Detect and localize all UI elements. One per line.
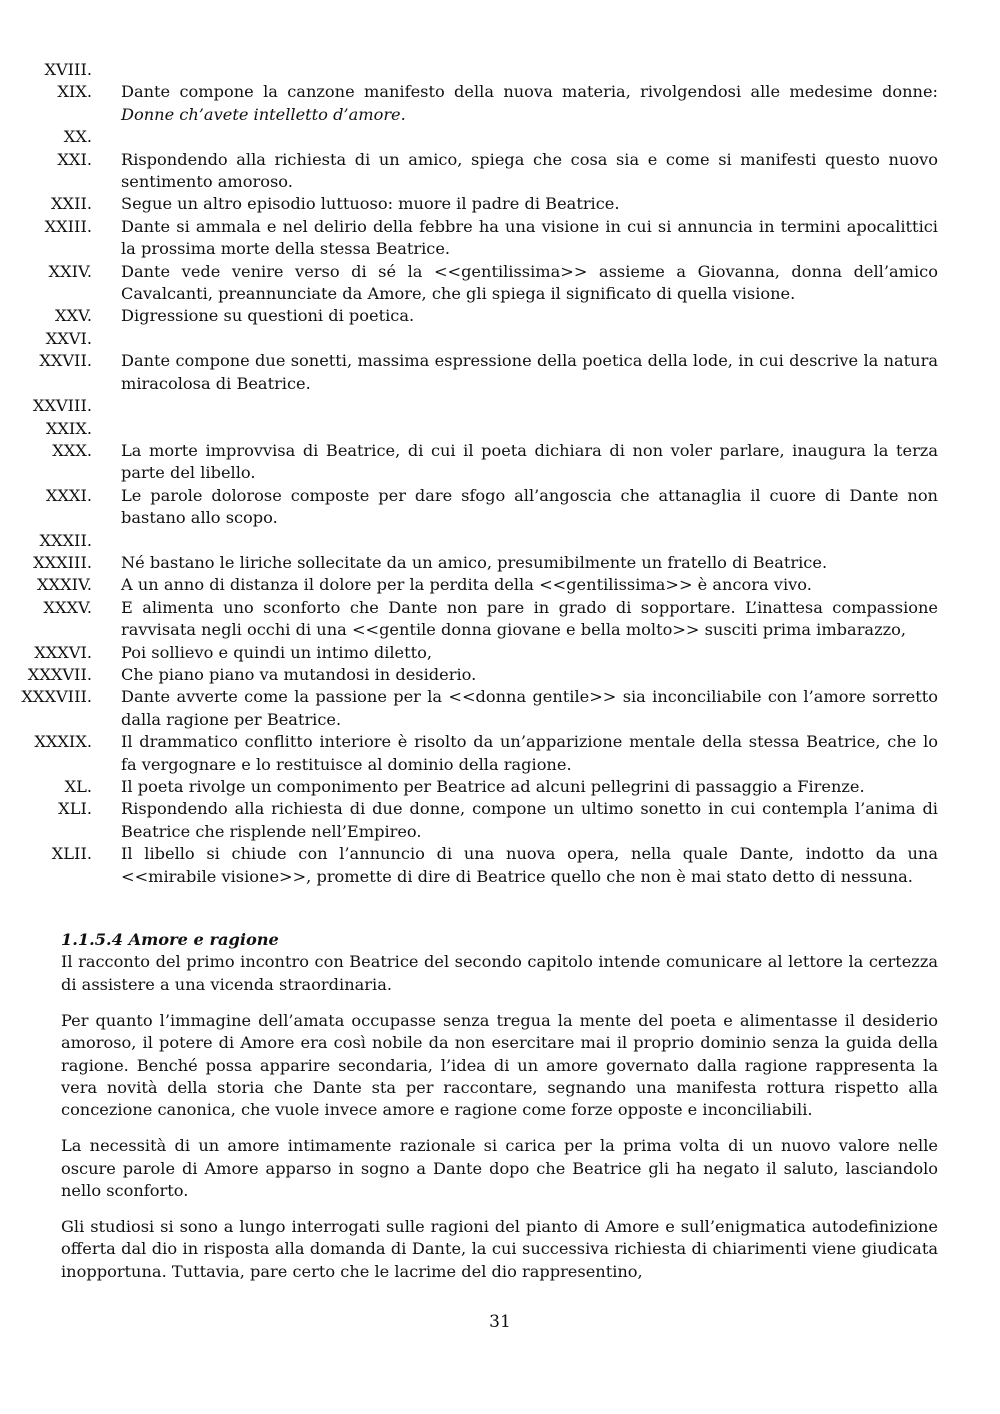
chapter-row xyxy=(0,843,1000,888)
chapter-row xyxy=(0,193,1000,215)
chapter-number: XXVIII. xyxy=(32,396,92,416)
chapter-row xyxy=(0,686,1000,731)
chapter-summary: Dante compone due sonetti, massima espressione della poetica della lode, in cui descrive la natura miracolosa di Beatrice. xyxy=(121,351,938,393)
chapter-summary: E alimenta uno sconforto che Dante non pare in grado di sopportare. L’inattesa compassione ravvisata negli occhi di una <<gentile donna giovane e bella molto>> susciti prima imbarazzo, xyxy=(121,597,938,640)
canzone-title: Donne ch’avete intelletto d’amore. xyxy=(121,104,406,124)
chapter-number: XVIII. xyxy=(44,60,92,79)
chapter-row xyxy=(0,261,1000,306)
chapter-number: XXXVII. xyxy=(27,664,92,684)
chapter-row xyxy=(0,731,1000,776)
chapter-number: XXXII. xyxy=(39,530,92,550)
chapter-row xyxy=(0,597,1000,642)
chapter-summary: Poi sollievo e quindi un intimo diletto, xyxy=(121,642,433,662)
chapter-row xyxy=(0,216,1000,261)
chapter-row xyxy=(0,305,1000,327)
section-heading: 1.1.5.4 Amore e ragione xyxy=(61,930,279,949)
chapter-summary xyxy=(121,81,938,126)
page-number: 31 xyxy=(489,1312,511,1332)
chapter-summary: Rispondendo alla richiesta di un amico, spiega che cosa sia e come si manifesti questo nuovo sentimento amoroso. xyxy=(121,149,938,192)
chapter-number: XXXVIII. xyxy=(21,687,92,707)
chapter-summary: Dante vede venire verso di sé la <<gentilissima>> assieme a Giovanna, donna dell’amico Cavalcanti, preannunciate da Amore, che gli spiega il significato di quella visione. xyxy=(121,261,938,304)
chapter-row xyxy=(0,776,1000,798)
chapter-summary: Le parole dolorose composte per dare sfogo all’angoscia che attanaglia il cuore di Dante non bastano allo scopo. xyxy=(121,485,938,528)
chapter-number: XLI. xyxy=(58,799,92,819)
chapter-row xyxy=(0,59,1000,81)
chapter-row xyxy=(0,440,1000,485)
body-paragraph: La necessità di un amore intimamente razionale si carica per la prima volta di un nuovo valore nelle oscure parole di Amore apparso in sogno a Dante dopo che Beatrice gli ha negato il saluto, lasciandolo nello sconforto. xyxy=(61,1136,938,1201)
chapter-summary: A un anno di distanza il dolore per la perdita della <<gentilissima>> è ancora vivo. xyxy=(121,575,812,595)
chapter-row xyxy=(0,328,1000,350)
body-paragraph: Gli studiosi si sono a lungo interrogati sulle ragioni del pianto di Amore e sull’enigmatica autodefinizione offerta dal dio in risposta alla domanda di Dante, la cui successiva richiesta di chiarimenti viene giudicata inopportuna. Tuttavia, pare certo che le lacrime del dio rappresentino, xyxy=(61,1216,938,1281)
chapter-number: XXVI. xyxy=(45,328,92,348)
chapter-row xyxy=(0,418,1000,440)
chapter-row xyxy=(0,149,1000,194)
chapter-summary: Dante avverte come la passione per la <<donna gentile>> sia inconciliabile con l’amore sorretto dalla ragione per Beatrice. xyxy=(121,687,938,729)
chapter-number: XXIV. xyxy=(48,261,92,281)
chapter-row xyxy=(0,395,1000,417)
chapter-number: XXXV. xyxy=(43,597,92,617)
chapter-number: XXX. xyxy=(52,440,92,460)
chapter-row xyxy=(0,642,1000,664)
chapter-number: XLII. xyxy=(51,844,92,864)
chapter-number: XIX. xyxy=(57,82,92,102)
chapter-row xyxy=(0,81,1000,126)
chapter-row xyxy=(0,574,1000,596)
chapter-row xyxy=(0,530,1000,552)
chapter-summary: Il poeta rivolge un componimento per Beatrice ad alcuni pellegrini di passaggio a Firenze. xyxy=(121,777,865,796)
chapter-row xyxy=(0,664,1000,686)
chapter-number: XXI. xyxy=(57,149,92,169)
section-amore-e-ragione xyxy=(61,929,938,1297)
chapter-summary: Che piano piano va mutandosi in desiderio. xyxy=(121,664,477,684)
chapter-summary-list xyxy=(0,59,1000,888)
chapter-number: XX. xyxy=(63,127,92,147)
chapter-row xyxy=(0,126,1000,148)
chapter-summary: Dante si ammala e nel delirio della febbre ha una visione in cui si annuncia in termini apocalittici la prossima morte della stessa Beatrice. xyxy=(121,216,938,259)
chapter-number: XXXIII. xyxy=(33,552,92,572)
chapter-number: XXXIV. xyxy=(37,575,92,595)
chapter-summary: Il libello si chiude con l’annuncio di una nuova opera, nella quale Dante, indotto da una <<mirabile visione>>, promette di dire di Beatrice quello che non è mai stato detto di nessuna. xyxy=(121,844,938,886)
chapter-row xyxy=(0,798,1000,843)
chapter-summary: Il drammatico conflitto interiore è risolto da un’apparizione mentale della stessa Beatrice, che lo fa vergognare e lo restituisce al dominio della ragione. xyxy=(121,732,938,774)
chapter-number: XXXVI. xyxy=(34,642,92,662)
chapter-number: XXV. xyxy=(54,306,92,326)
chapter-number: XXIX. xyxy=(45,418,92,438)
chapter-summary: La morte improvvisa di Beatrice, di cui il poeta dichiara di non voler parlare, inaugura la terza parte del libello. xyxy=(121,440,938,483)
chapter-number: XXXI. xyxy=(45,485,92,505)
chapter-row xyxy=(0,350,1000,395)
body-paragraph: Il racconto del primo incontro con Beatrice del secondo capitolo intende comunicare al lettore la certezza di assistere a una vicenda straordinaria. xyxy=(61,952,938,994)
chapter-number: XXVII. xyxy=(39,351,92,371)
chapter-summary: Rispondendo alla richiesta di due donne, compone un ultimo sonetto in cui contempla l’anima di Beatrice che risplende nell’Empireo. xyxy=(121,799,938,841)
chapter-summary: Né bastano le liriche sollecitate da un amico, presumibilmente un fratello di Beatrice. xyxy=(121,552,828,572)
chapter-number: XXXIX. xyxy=(34,732,92,752)
chapter-row xyxy=(0,485,1000,530)
chapter-summary: Segue un altro episodio luttuoso: muore il padre di Beatrice. xyxy=(121,194,620,214)
body-paragraph: Per quanto l’immagine dell’amata occupasse senza tregua la mente del poeta e alimentasse il desiderio amoroso, il potere di Amore era così nobile da non esercitare mai il proprio dominio senza la guida della ragione. Benché possa apparire secondaria, l’idea di un amore governato dalla ragione rappresenta la vera novità della storia che Dante sta per raccontare, segnando una manifesta rottura rispetto alla concezione canonica, che vuole invece amore e ragione come forze opposte e inconciliabili. xyxy=(61,1010,938,1120)
chapter-summary: Digressione su questioni di poetica. xyxy=(121,306,415,326)
chapter-row xyxy=(0,552,1000,574)
chapter-summary-text: Dante compone la canzone manifesto della nuova materia, rivolgendosi alle medesime donne: xyxy=(121,82,938,102)
chapter-number: XL. xyxy=(64,777,92,796)
chapter-number: XXII. xyxy=(51,194,92,214)
chapter-number: XXIII. xyxy=(44,216,92,236)
